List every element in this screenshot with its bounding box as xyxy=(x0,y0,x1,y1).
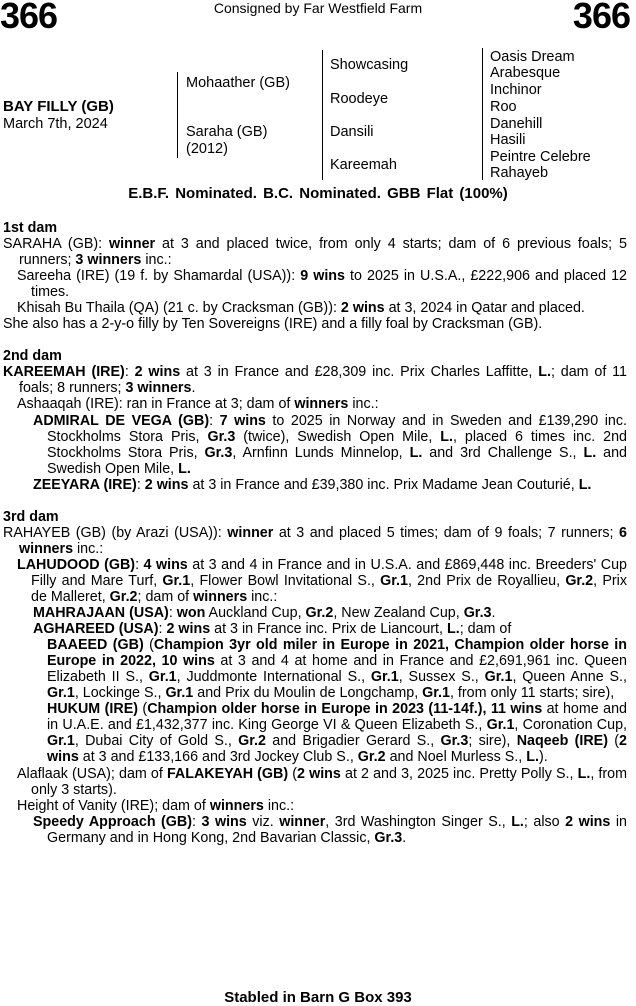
entry-text: Gr.3 xyxy=(204,444,233,461)
entry-text: : xyxy=(168,605,177,622)
entry-text: HUKUM (IRE) xyxy=(47,701,138,718)
entry-text: (twice), Swedish Open Mile, xyxy=(235,428,441,445)
entry-text: , Arnfinn Lunds Minnelop, xyxy=(232,444,410,461)
entry-text: and Noel Murless S., xyxy=(385,749,527,766)
entry-text: 2 wins xyxy=(134,364,181,381)
pedigree-entry xyxy=(3,300,627,316)
entry-text: L. xyxy=(178,460,191,477)
horse-name: BAY FILLY (GB) xyxy=(3,98,114,115)
pedigree-bracket-1 xyxy=(177,72,178,158)
entry-text: , Queen Anne S., xyxy=(512,669,627,686)
entry-text: , 2nd Prix de Royallieu, xyxy=(407,572,566,589)
entry-text: BAAEED (GB) xyxy=(47,637,144,654)
entry-text: at 3 and placed twice, from only 4 starts; dam of 6 previous foals; 5 runners; xyxy=(19,236,627,269)
pedigree-entry xyxy=(3,364,627,396)
entry-text: : xyxy=(192,813,202,830)
dam-sire: Dansili xyxy=(330,124,374,140)
entry-text: 2 wins xyxy=(565,813,611,830)
entry-text: 9 wins xyxy=(300,268,345,285)
entry-text: winners xyxy=(193,588,248,605)
lot-number-left: 366 xyxy=(0,0,58,36)
entry-text: 2 wins xyxy=(144,476,189,493)
sire: Mohaather (GB) xyxy=(186,75,290,91)
entry-text: Gr.1 xyxy=(47,733,75,750)
entry-text: ). xyxy=(538,749,548,766)
entry-text: SARAHA (GB): xyxy=(3,236,110,253)
entry-text: viz. xyxy=(246,813,280,830)
entry-text: inc.: xyxy=(263,797,295,814)
entry-text: at 3 in France inc. Prix de Liancourt, xyxy=(210,621,447,638)
pedigree-entry xyxy=(3,413,627,477)
dam-year: (2012) xyxy=(186,141,228,157)
entry-text: RAHAYEB (GB) (by Arazi (USA)): xyxy=(3,524,228,541)
entry-text: MAHRAJAAN (USA) xyxy=(33,605,169,622)
entry-text: inc.: xyxy=(348,396,379,413)
entry-text: won xyxy=(176,605,206,622)
entry-text: winner xyxy=(279,813,326,830)
entry-text: Sareeha (IRE) (19 f. by Shamardal (USA)): xyxy=(17,268,301,285)
sire-sire: Showcasing xyxy=(330,57,409,73)
gen4-7: Peintre Celebre xyxy=(490,149,591,165)
entry-text: 4 wins xyxy=(143,556,188,573)
section-heading: 2nd dam xyxy=(3,348,62,365)
entry-text: : xyxy=(124,364,135,381)
pedigree-entry xyxy=(3,477,627,493)
entry-text: Gr.1 xyxy=(422,685,450,702)
section-heading: 3rd dam xyxy=(3,508,59,525)
dam-dam: Kareemah xyxy=(330,157,397,173)
entry-text: Gr.1 xyxy=(162,572,191,589)
entry-text: Gr.1 xyxy=(47,685,75,702)
entry-text: : xyxy=(135,556,144,573)
entry-text: winner xyxy=(227,524,274,541)
entry-text: 2 wins xyxy=(340,300,385,317)
entry-text: 2 wins xyxy=(47,733,627,766)
entry-text: Gr.3 xyxy=(463,605,492,622)
entry-text: in Germany and in Hong Kong, 2nd Bavarian Classic, xyxy=(47,813,627,846)
nominations: E.B.F. Nominated. B.C. Nominated. GBB Flat (100%) xyxy=(128,185,508,202)
entry-text: Height of Vanity (IRE); dam of xyxy=(17,797,210,814)
entry-text: ; dam of 11 foals; 8 runners; xyxy=(19,364,628,397)
entry-text: . xyxy=(402,829,407,846)
dam: Saraha (GB) xyxy=(186,124,268,140)
entry-text: , from only 3 starts). xyxy=(31,765,627,798)
entry-text: ( xyxy=(138,701,148,718)
entry-text: Khisah Bu Thaila (QA) (21 c. by Cracksman (GB)): xyxy=(17,300,341,317)
entry-text: Gr.3 xyxy=(440,733,469,750)
entry-text: She also has a 2-y-o filly by Ten Sovereigns (IRE) and a filly foal by Cracksman (GB). xyxy=(3,316,543,333)
entry-text: , Juddmonte International S., xyxy=(176,669,371,686)
entry-text: LAHUDOOD (GB) xyxy=(17,556,136,573)
entry-text: inc.: xyxy=(247,588,278,605)
entry-text: and 3rd Challenge S., xyxy=(422,444,584,461)
entry-text: L. xyxy=(578,476,592,493)
entry-text: at 3 in France and £28,309 inc. Prix Charles Laffitte, xyxy=(180,364,539,381)
entry-text: , Flower Bowl Invitational S., xyxy=(190,572,381,589)
entry-text: L. xyxy=(538,364,551,381)
lot-number-right: 366 xyxy=(572,0,630,36)
pedigree-entry xyxy=(3,701,627,765)
entry-text: Gr.1 xyxy=(380,572,408,589)
entry-text: Auckland Cup, xyxy=(205,605,306,622)
gen4-3: Inchinor xyxy=(490,82,542,98)
pedigree-entry xyxy=(3,557,627,605)
gen4-5: Danehill xyxy=(490,116,543,132)
entry-text: to 2025 in U.S.A., £222,906 and placed 12 times. xyxy=(31,268,628,301)
pedigree-entry xyxy=(3,621,627,637)
pedigree-entry xyxy=(3,814,627,846)
entry-text: Gr.1 xyxy=(148,669,177,686)
catalogue-body xyxy=(3,220,627,846)
entry-text: , New Zealand Cup, xyxy=(333,605,464,622)
entry-text: . xyxy=(191,380,196,397)
entry-text: , Prix de Malleret, xyxy=(31,572,627,605)
entry-text: Gr.2 xyxy=(238,733,266,750)
entry-text: KAREEMAH (IRE) xyxy=(3,364,125,381)
pedigree-entry xyxy=(3,637,627,701)
entry-text: winner xyxy=(109,236,156,253)
pedigree-entry xyxy=(3,268,627,300)
pedigree-entry xyxy=(3,798,627,814)
entry-text: Gr.3 xyxy=(374,829,403,846)
entry-text: ( xyxy=(288,765,298,782)
pedigree-entry xyxy=(3,396,627,412)
entry-text: Gr.1 xyxy=(486,717,515,734)
consignor: Consigned by Far Westfield Farm xyxy=(213,0,423,16)
pedigree-entry xyxy=(3,525,627,557)
pedigree-entry xyxy=(3,605,627,621)
entry-text: L. xyxy=(577,765,591,782)
entry-text: Champion older horse in Europe in 2023 (11-14f.), 11 wins xyxy=(147,701,543,718)
entry-text: L. xyxy=(583,444,597,461)
entry-text: ADMIRAL DE VEGA (GB) xyxy=(33,412,210,429)
entry-text: at home and in U.A.E. and £1,432,377 inc. King George VI & Queen Elizabeth S., xyxy=(47,701,627,734)
entry-text: Ashaaqah (IRE): ran in France at 3; dam of xyxy=(17,396,295,413)
entry-text: FALAKEYAH (GB) xyxy=(166,765,289,782)
entry-text: Gr.3 xyxy=(207,428,236,445)
horse-dob: March 7th, 2024 xyxy=(3,116,108,132)
entry-text: ; dam of xyxy=(459,621,512,638)
entry-text: ; dam of xyxy=(137,588,194,605)
entry-text: L. xyxy=(526,749,539,766)
entry-text: to 2025 in Norway and in Sweden and £139,290 inc. Stockholms Stora Pris, xyxy=(47,412,627,445)
entry-text: Speedy Approach (GB) xyxy=(33,813,193,830)
entry-text: ZEEYARA (IRE) xyxy=(33,476,137,493)
pedigree-entry xyxy=(3,236,627,268)
pedigree-entry xyxy=(3,766,627,798)
stabling-footer: Stabled in Barn G Box 393 xyxy=(224,989,412,1006)
entry-text: winners xyxy=(209,797,264,814)
gen4-1: Oasis Dream xyxy=(490,49,575,65)
entry-text: 3 winners xyxy=(125,380,192,397)
pedigree-bracket-3 xyxy=(482,48,483,180)
entry-text: Gr.1 xyxy=(165,685,194,702)
pedigree-entry xyxy=(3,316,627,332)
entry-text: Alaflaak (USA); dam of xyxy=(17,765,167,782)
entry-text: , Lockinge S., xyxy=(74,685,166,702)
entry-text: at 3 and £133,166 and 3rd Jockey Club S., xyxy=(78,749,358,766)
entry-text: 2 wins xyxy=(166,621,211,638)
sire-dam: Roodeye xyxy=(330,91,389,107)
gen4-8: Rahayeb xyxy=(490,165,549,181)
entry-text: at 3, 2024 in Qatar and placed. xyxy=(384,300,585,317)
entry-text: and Prix du Moulin de Longchamp, xyxy=(193,685,423,702)
entry-text: and Swedish Open Mile, xyxy=(47,444,628,477)
entry-text: Gr.1 xyxy=(370,669,399,686)
entry-text: , Coronation Cup, xyxy=(514,717,628,734)
entry-text: at 3 and placed 5 times; dam of 9 foals; 7 runners; xyxy=(273,524,620,541)
entry-text: inc.: xyxy=(141,252,172,269)
gen4-2: Arabesque xyxy=(490,65,561,81)
entry-text: , from only 11 starts; sire), xyxy=(449,685,615,702)
entry-text: ( xyxy=(607,733,620,750)
entry-text: L. xyxy=(409,444,423,461)
entry-text: 7 wins xyxy=(219,412,266,429)
entry-text: 3 wins xyxy=(201,813,247,830)
entry-text: L. xyxy=(511,813,524,830)
entry-text: Champion 3yr old miler in Europe in 2021, Champion older horse in Europe in 2022, 10 wins xyxy=(47,637,628,670)
entry-text: L. xyxy=(446,621,460,638)
entry-text: winners xyxy=(294,396,349,413)
entry-text: . xyxy=(491,605,496,622)
entry-text: , Sussex S., xyxy=(398,669,485,686)
entry-text: , Dubai City of Gold S., xyxy=(74,733,239,750)
gen4-4: Roo xyxy=(490,99,517,115)
entry-text: and Brigadier Gerard S., xyxy=(265,733,441,750)
entry-text: Gr.1 xyxy=(484,669,513,686)
entry-text: Gr.2 xyxy=(357,749,386,766)
entry-text: inc.: xyxy=(73,540,104,557)
entry-text: : xyxy=(136,476,145,493)
entry-text: at 3 and 4 in France and in U.S.A. and £869,448 inc. Breeders' Cup Filly and Mare Turf, xyxy=(31,556,627,589)
gen4-6: Hasili xyxy=(490,132,526,148)
pedigree-bracket-2 xyxy=(322,50,323,180)
entry-text: Naqeeb (IRE) xyxy=(516,733,608,750)
entry-text: at 3 in France and £39,380 inc. Prix Madame Jean Couturié, xyxy=(188,476,579,493)
entry-text: , 3rd Washington Singer S., xyxy=(325,813,512,830)
entry-text: Gr.2 xyxy=(305,605,334,622)
entry-text: AGHAREED (USA) xyxy=(33,621,159,638)
entry-text: : xyxy=(209,412,220,429)
section-heading: 1st dam xyxy=(3,220,58,236)
entry-text: 3 winners xyxy=(75,252,142,269)
entry-text: , placed 6 times inc. 2nd Stockholms Stora Pris, xyxy=(47,428,627,461)
entry-text: ; also xyxy=(523,813,566,830)
entry-text: ( xyxy=(143,637,154,654)
entry-text: 2 wins xyxy=(297,765,341,782)
entry-text: L. xyxy=(440,428,453,445)
entry-text: Gr.2 xyxy=(565,572,594,589)
entry-text: : xyxy=(158,621,167,638)
entry-text: at 3 and 4 at home and in France and £2,691,961 inc. Queen Elizabeth II S., xyxy=(47,653,627,686)
entry-text: Gr.2 xyxy=(109,588,138,605)
entry-text: 6 winners xyxy=(19,524,627,557)
entry-text: ; sire), xyxy=(468,733,517,750)
entry-text: at 2 and 3, 2025 inc. Pretty Polly S., xyxy=(340,765,578,782)
